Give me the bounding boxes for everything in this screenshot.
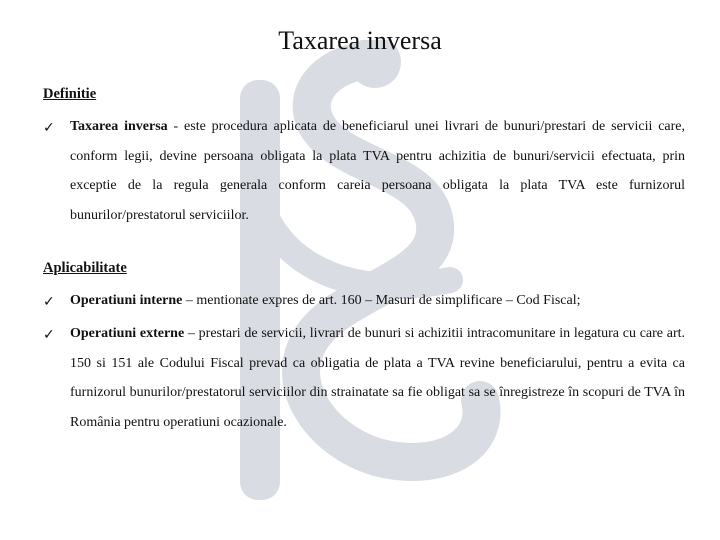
bullet-text <box>70 319 685 437</box>
check-icon: ✓ <box>43 327 55 343</box>
bullet-term: Operatiuni externe <box>70 326 185 341</box>
bullet-text <box>70 286 685 316</box>
bullet-body: – mentionate expres de art. 160 – Masuri de simplificare – Cod Fiscal; <box>182 293 581 308</box>
check-icon: ✓ <box>43 120 55 136</box>
section-heading-aplicabilitate: Aplicabilitate <box>43 260 127 276</box>
page-title: Taxarea inversa <box>278 26 442 55</box>
list-item <box>43 119 685 230</box>
bullet-term: Taxarea inversa <box>70 119 168 134</box>
bullet-body: – prestari de servicii, livrari de bunuri si achizitii intracomunitare in legatura cu care art. 150 si 151 ale Codului Fiscal prevad ca obligatia de plata a TVA revine beneficiarului, pentru a evita ca furnizorul bunurilor/prestatorul serviciilor din strainatate sa fie obligat sa se înregistreze în scopuri de TVA în România pentru operatiuni ocazionale. <box>70 326 686 430</box>
check-icon: ✓ <box>43 294 55 310</box>
bullet-body: - este procedura aplicata de beneficiarul unei livrari de bunuri/prestari de servicii care, conform legii, devine persoana obligata la plata TVA pentru achizitia de bunuri/servicii efectuata, prin exceptie de la regula generala conform careia persoana obligata la plata TVA este furnizorul bunurilor/prestatorul serviciilor. <box>70 119 686 223</box>
list-item <box>43 293 685 316</box>
bullet-term: Operatiuni interne <box>70 293 183 308</box>
list-item <box>43 326 685 437</box>
section-heading-definitie: Definitie <box>43 86 97 102</box>
bullet-text <box>70 112 685 230</box>
